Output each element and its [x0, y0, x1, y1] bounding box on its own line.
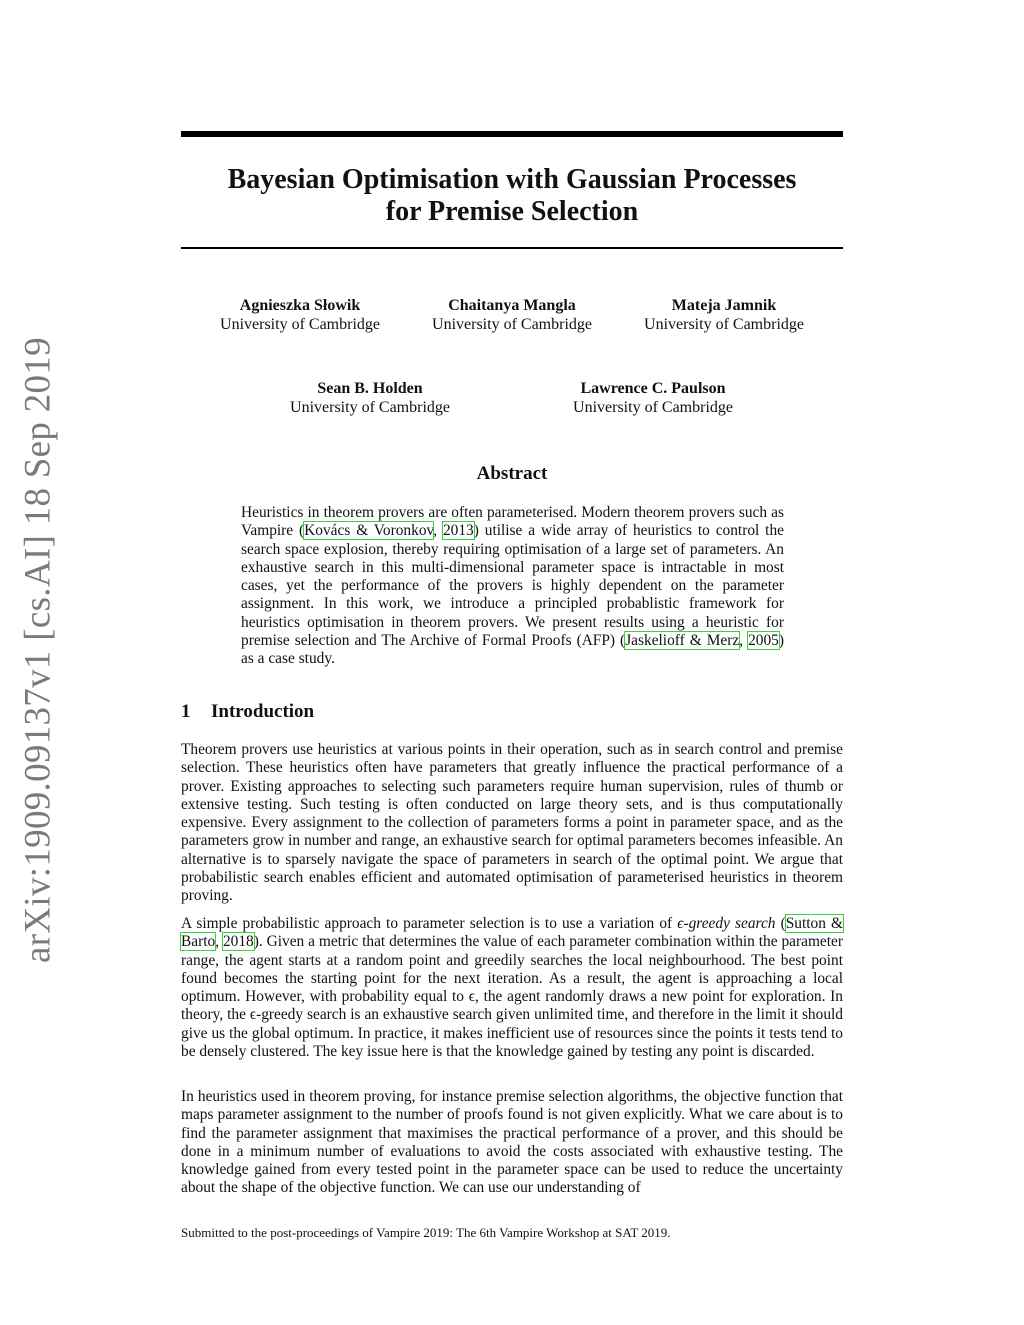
emphasis-text: ϵ-greedy search	[677, 915, 776, 932]
author-name: Lawrence C. Paulson	[580, 380, 726, 397]
paper-title	[181, 164, 843, 228]
citation-separator: ,	[215, 933, 223, 951]
title-bottom-rule	[181, 247, 843, 249]
abstract-text-part: ) utilise a wide array of heuristics to control the search space explosion, thereby requiring optimisation of a large set of parameters. An exhaustive search in this multi-dimensional parameter space is intractable in most cases, yet the performance of the provers is highly dependent on the parameter assignment. In this work, we introduce a principled probablistic framework for heuristics optimisation in theorem provers. We present results using a heuristic for premise selection and The Archive of Formal Proofs (AFP) (	[241, 522, 784, 650]
citation-link[interactable]: Kovács & Voronkov	[304, 522, 434, 540]
citation-separator: ,	[739, 632, 749, 650]
abstract-text-part: ) as a case study.	[241, 632, 784, 668]
author-affiliation: University of Cambridge	[644, 316, 804, 333]
citation-link[interactable]: Sutton & Barto	[181, 915, 843, 951]
body-paragraph: In heuristics used in theorem proving, for instance premise selection algorithms, the objective function that maps parameter assignment to the number of proofs found is not given explicitly. What we care about is to find the parameter assignment that maximises the practical performance of a prover, and this should be done in a minimum number of evaluations to avoid the costs associated with exhaustive testing. The knowledge gained from every tested point in the parameter space can be used to reduce the uncertainty about the shape of the objective function. We can use our understanding of	[181, 1088, 843, 1197]
section-number: 1	[181, 701, 191, 722]
author-affiliation: University of Cambridge	[573, 399, 733, 416]
citation-separator: ,	[433, 522, 443, 540]
paragraph-text-part: (	[775, 915, 786, 932]
section-title: Introduction	[211, 701, 315, 722]
author-block	[644, 296, 804, 334]
author-name: Chaitanya Mangla	[448, 297, 576, 314]
author-name: Mateja Jamnik	[671, 297, 777, 314]
title-top-rule	[181, 131, 843, 137]
citation-year-link[interactable]: 2013	[442, 522, 474, 540]
paragraph-text-part: A simple probabilistic approach to parameter selection is to use a variation of	[181, 915, 678, 932]
abstract-text-part: Heuristics in theorem provers are often parameterised. Modern theorem provers such as Vampire (	[241, 504, 784, 540]
author-block	[432, 296, 592, 334]
body-paragraph: Theorem provers use heuristics at various points in their operation, such as in search control and premise selection. These heuristics often have parameters that greatly influence the practical performance of a prover. Existing approaches to selecting such parameters require human supervision, rules of thumb or extensive testing. Such testing is often conducted on large theory sets, and is thus computationally expensive. Every assignment to the collection of parameters forms a point in parameter space, and as the parameters grow in number and range, an exhaustive search for optimal parameters becomes infeasible. An alternative is to sparsely navigate the space of parameters in search of the optimal point. We argue that probabilistic search enables efficient and automated optimisation of parameterised heuristics in theorem proving.	[181, 741, 843, 905]
abstract-heading: Abstract	[476, 463, 548, 484]
citation-link[interactable]: Jaskelioff & Merz	[625, 632, 740, 650]
author-block	[573, 379, 733, 417]
title-line-1: Bayesian Optimisation with Gaussian Processes	[227, 164, 797, 195]
footnote-submission: Submitted to the post-proceedings of Vampire 2019: The 6th Vampire Workshop at SAT 2019.	[181, 1225, 671, 1240]
author-affiliation: University of Cambridge	[432, 316, 592, 333]
citation-year-link[interactable]: 2018	[222, 933, 254, 951]
author-block	[220, 296, 380, 334]
section-heading	[181, 701, 314, 723]
arxiv-identifier-stamp: arXiv:1909.09137v1 [cs.AI] 18 Sep 2019	[17, 337, 59, 963]
author-block	[290, 379, 450, 417]
author-name: Sean B. Holden	[317, 380, 423, 397]
author-affiliation: University of Cambridge	[290, 399, 450, 416]
author-affiliation: University of Cambridge	[220, 316, 380, 333]
title-line-2: for Premise Selection	[385, 196, 639, 227]
abstract-text	[241, 504, 784, 669]
author-name: Agnieszka Słowik	[239, 297, 361, 314]
citation-year-link[interactable]: 2005	[748, 632, 779, 650]
paragraph-text-part: ). Given a metric that determines the value of each parameter combination within the parameter range, the agent starts at a random point and greedily searches the local neighbourhood. The best point found becomes the starting point for the next iteration. As a result, the agent is approaching a local optimum. However, with probability equal to ϵ, the agent randomly draws a new point for exploration. In theory, the ϵ-greedy search is an exhaustive search given unlimited time, and therefore in the limit it should give us the global optimum. In practice, it makes inefficient use of resources since the points it tests tend to be densely clustered. The key issue here is that the knowledge gained by testing any point is discarded.	[181, 933, 843, 1061]
body-paragraph	[181, 915, 843, 1061]
